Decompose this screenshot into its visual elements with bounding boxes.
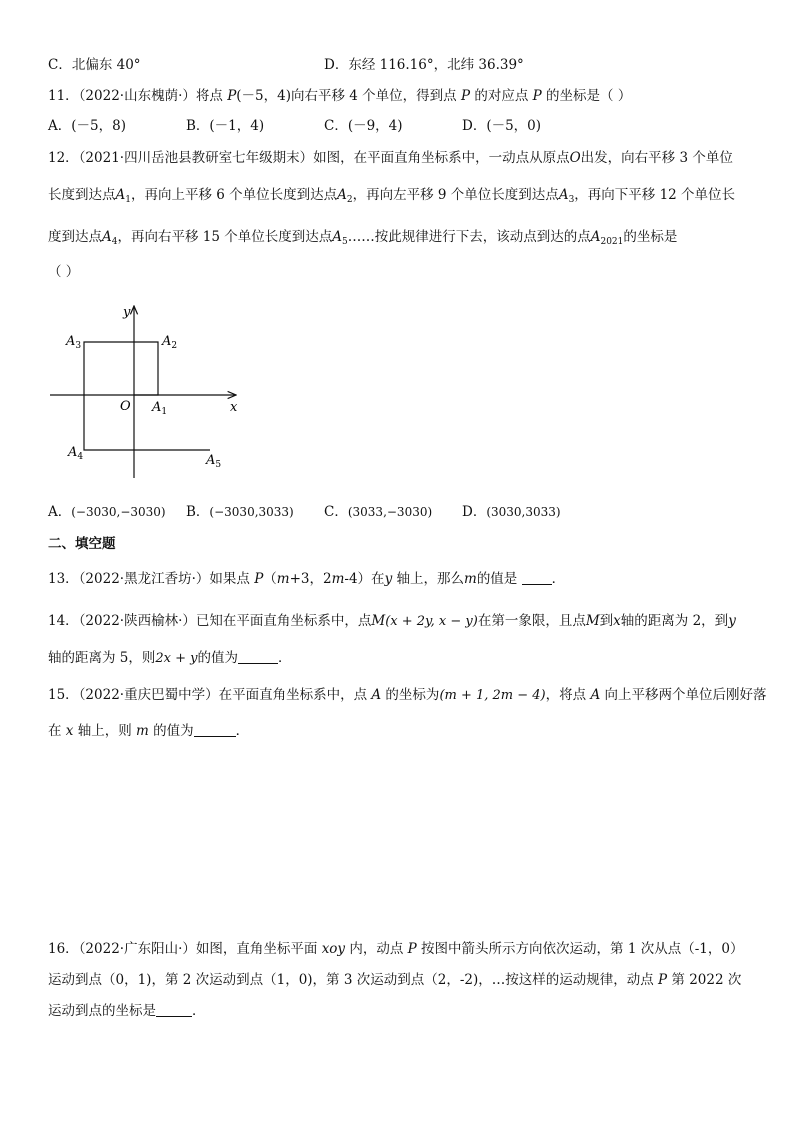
q13-stem <box>48 570 565 588</box>
x-axis-label: x <box>230 400 238 415</box>
q14-stem-line2 <box>48 649 292 668</box>
q14-number: 14． <box>48 613 79 629</box>
option-value: (3030,3033) <box>486 505 561 519</box>
q14-answer-blank[interactable] <box>238 651 278 664</box>
q12-text: 的坐标是 <box>623 229 678 245</box>
a3-label <box>65 334 81 351</box>
q15-stem-line2 <box>48 722 249 740</box>
q16-text: 如图，直角坐标平面 <box>195 941 322 957</box>
q14-expression: 2x + y <box>155 651 198 666</box>
q14-text: 在第一象限，且点 <box>477 613 586 629</box>
a4-sub: 4 <box>77 452 84 462</box>
q14-text: 的值为 <box>197 650 238 666</box>
q16-stem-line1 <box>48 940 743 958</box>
q13-var-m: m <box>331 571 345 587</box>
q12-sub: 2 <box>346 195 353 205</box>
a5-sub: 5 <box>215 460 222 470</box>
q11-point-p: P <box>227 88 237 104</box>
q11-source: （2022·山东槐荫·） <box>78 88 196 104</box>
q14-coords: (x + 2y, x − y) <box>385 614 478 629</box>
y-axis-label: y <box>123 305 131 320</box>
q14-point-m: M <box>585 613 600 629</box>
path-polyline <box>84 342 210 450</box>
q13-text: +3，2 <box>289 571 332 587</box>
q12-text: ，再向下平移 12 个单位长 <box>574 187 736 203</box>
a3-sub: 3 <box>75 341 82 351</box>
q11-option-d: D．(－5，0) <box>462 118 542 134</box>
q15-text: 在 <box>48 723 66 739</box>
q14-text: 到 <box>599 613 614 629</box>
a1-label <box>151 400 167 417</box>
q12-option-c <box>324 503 432 521</box>
q13-text: 轴上，那么 <box>392 571 464 587</box>
q12-sub: 5 <box>342 237 348 247</box>
q16-number: 16． <box>48 941 79 957</box>
q12-stem-line3 <box>48 228 677 251</box>
q12-sub: 4 <box>111 237 118 247</box>
q12-point-a1: A <box>115 187 126 203</box>
q15-coords: (m + 1, 2m − 4) <box>439 688 546 703</box>
q11-stem <box>48 87 631 105</box>
q12-text: ，再向右平移 15 个单位长度到达点 <box>117 229 333 245</box>
q15-source: （2022·重庆巴蜀中学） <box>78 687 219 703</box>
q12-text: ……按此规律进行下去，该动点到达的点 <box>347 229 591 245</box>
q15-text: ，将点 <box>545 687 591 703</box>
q11-option-c: C．(－9，4) <box>324 118 403 134</box>
q15-text: ． <box>235 723 250 739</box>
q13-var-m: m <box>464 571 477 587</box>
q14-point-m: M <box>371 613 386 629</box>
q14-text: ． <box>278 650 292 666</box>
q12-text: 度到达点 <box>48 229 102 245</box>
q16-answer-blank[interactable] <box>156 1004 192 1017</box>
q12-option-a <box>48 503 166 521</box>
option-letter: A． <box>48 504 72 520</box>
q13-text: 的值是 <box>476 571 522 587</box>
q12-text: 如图，在平面直角坐标系中，一动点从原点 <box>313 150 570 166</box>
q12-option-d <box>462 503 561 521</box>
q12-number: 12． <box>48 150 79 166</box>
q12-point-a5: A <box>332 229 342 245</box>
q14-source: （2022·陕西榆林·） <box>78 613 196 629</box>
option-value: (−3030,3033) <box>209 505 294 519</box>
q13-text: 如果点 <box>209 571 255 587</box>
q12-origin: O <box>569 150 581 166</box>
a4-letter: A <box>68 445 78 460</box>
q12-coordinate-figure <box>44 298 244 480</box>
q13-text: （ <box>263 571 277 587</box>
q16-text: 运动到点的坐标是 <box>48 1003 156 1019</box>
q16-text: 运动到点（0，1)，第 2 次运动到点（1，0)，第 3 次运动到点（2，-2)，…按这样的运动规律，动点 <box>48 972 659 988</box>
q12-text: 出发，向右平移 3 个单位 <box>580 150 733 166</box>
q13-text: ． <box>551 571 566 587</box>
q11-text: 的对应点 <box>470 88 533 104</box>
q16-text: 内，动点 <box>345 941 408 957</box>
a3-letter: A <box>66 334 76 349</box>
q13-point-p: P <box>254 571 264 587</box>
q10-option-d: D．东经 116.16°，北纬 36.39° <box>324 57 524 73</box>
q12-point-a2: A <box>337 187 347 203</box>
q11-point-p: P <box>532 88 542 104</box>
q11-option-a: A．(－5，8) <box>48 118 126 134</box>
q13-var-y: y <box>384 571 393 587</box>
q12-point-a2021: A <box>590 229 601 245</box>
q15-text: 轴上，则 <box>73 723 137 739</box>
q14-var-y: y <box>728 613 736 629</box>
q12-text: ，再向左平移 9 个单位长度到达点 <box>352 187 559 203</box>
q15-var-x: x <box>65 723 74 739</box>
q15-text: 在平面直角坐标系中，点 <box>218 687 372 703</box>
q12-source: （2021·四川岳池县教研室七年级期末） <box>78 150 314 166</box>
q12-sub: 2021 <box>600 237 624 247</box>
option-value: (−3030,−3030) <box>71 505 166 519</box>
q16-text: 按图中箭头所示方向依次运动，第 1 次从点（-1，0） <box>416 941 744 957</box>
q11-point-p: P <box>460 88 471 104</box>
q15-number: 15． <box>48 687 79 703</box>
q16-point-p: P <box>658 972 668 988</box>
q11-option-b: B．(－1，4) <box>186 118 265 134</box>
origin-label: O <box>120 399 131 414</box>
q16-text: ． <box>192 1003 206 1019</box>
a4-label <box>67 445 83 462</box>
option-letter: C． <box>324 504 348 520</box>
a2-label <box>161 334 177 351</box>
q12-text: ，再向上平移 6 个单位长度到达点 <box>130 187 338 203</box>
q16-plane-xoy: xoy <box>321 941 346 957</box>
q11-text: (－5，4)向右平移 4 个单位，得到点 <box>236 88 461 104</box>
q12-sub: 1 <box>125 195 131 205</box>
q14-text: 已知在平面直角坐标系中，点 <box>195 613 372 629</box>
section-heading-fill-in: 二、填空题 <box>48 536 116 552</box>
option-letter: B． <box>186 504 210 520</box>
q15-var-m: m <box>136 723 149 739</box>
q13-number: 13． <box>48 571 79 587</box>
option-letter: D． <box>462 504 487 520</box>
q12-text: 长度到达点 <box>48 187 116 203</box>
q12-point-a4: A <box>102 229 112 245</box>
q12-option-b <box>186 503 294 521</box>
q14-var-x: x <box>613 613 621 629</box>
a2-sub: 2 <box>171 341 178 351</box>
q13-var-m: m <box>276 571 290 587</box>
q14-text: 轴的距离为 2，到 <box>620 613 729 629</box>
q12-stem-line2 <box>48 186 735 209</box>
a5-label <box>205 453 221 470</box>
q15-text: 的值为 <box>148 723 194 739</box>
q11-text: 的坐标是（ ） <box>541 88 632 104</box>
q13-text: -4）在 <box>344 571 385 587</box>
option-value: (3033,−3030) <box>347 505 433 519</box>
a5-letter: A <box>206 453 216 468</box>
q15-answer-blank[interactable] <box>194 724 236 737</box>
q11-number: 11． <box>48 88 79 104</box>
q12-answer-paren: （ ） <box>48 264 80 280</box>
q13-source: （2022·黑龙江香坊·） <box>78 571 210 587</box>
q12-stem-line1 <box>48 149 733 167</box>
q15-point-a: A <box>371 687 382 703</box>
q16-stem-line3 <box>48 1002 206 1020</box>
q11-text: 将点 <box>195 88 228 104</box>
q16-stem-line2 <box>48 971 741 989</box>
q13-answer-blank[interactable] <box>522 572 552 585</box>
q12-point-a3: A <box>558 187 569 203</box>
q16-source: （2022·广东阳山·） <box>78 941 196 957</box>
q15-stem-line1 <box>48 686 766 705</box>
a2-letter: A <box>162 334 172 349</box>
q14-stem-line1 <box>48 612 736 631</box>
q15-text: 的坐标为 <box>381 687 440 703</box>
a1-sub: 1 <box>161 407 168 417</box>
q10-option-c: C．北偏东 40° <box>48 57 141 73</box>
a1-letter: A <box>152 400 162 415</box>
q16-point-p: P <box>407 941 417 957</box>
q15-point-a: A <box>590 687 601 703</box>
q15-text: 向上平移两个单位后刚好落 <box>600 687 767 703</box>
q16-text: 第 2022 次 <box>667 972 742 988</box>
q14-text: 轴的距离为 5，则 <box>48 650 156 666</box>
q12-sub: 3 <box>568 195 575 205</box>
